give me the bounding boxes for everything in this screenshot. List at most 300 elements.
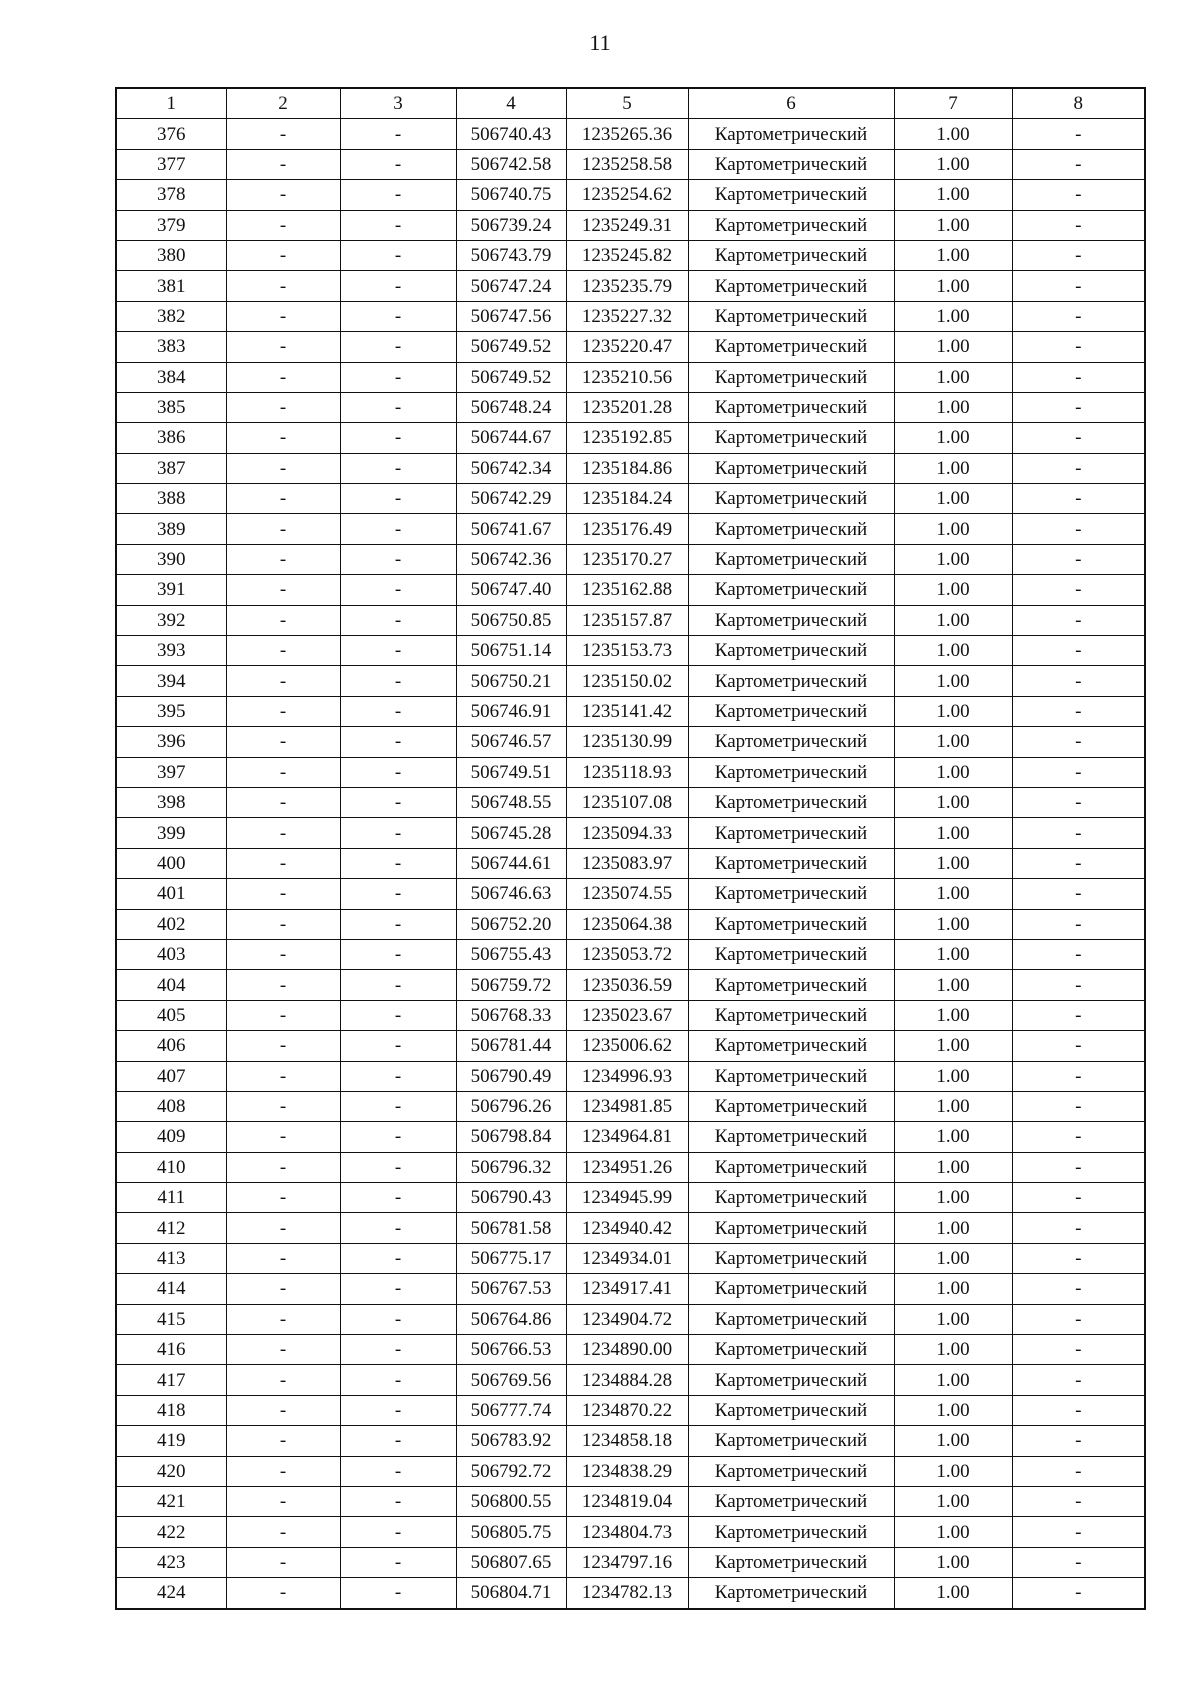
cell-point-number: 404: [116, 970, 226, 1000]
cell-precision: 1.00: [894, 332, 1012, 362]
table-row: [116, 1183, 1145, 1213]
cell-method: Картометрический: [688, 1243, 894, 1273]
cell-col-3: -: [340, 1547, 456, 1577]
cell-col-2: -: [226, 240, 340, 270]
cell-col-8: -: [1012, 423, 1145, 453]
column-header-3: 3: [340, 88, 456, 119]
cell-col-8: -: [1012, 575, 1145, 605]
cell-coord-x: 506749.52: [456, 362, 566, 392]
cell-coord-y: 1235220.47: [566, 332, 688, 362]
cell-method: Картометрический: [688, 787, 894, 817]
cell-col-8: -: [1012, 514, 1145, 544]
cell-method: Картометрический: [688, 1578, 894, 1609]
cell-col-2: -: [226, 1486, 340, 1516]
cell-coord-y: 1234884.28: [566, 1365, 688, 1395]
cell-point-number: 413: [116, 1243, 226, 1273]
cell-point-number: 399: [116, 818, 226, 848]
header-row: [116, 88, 1145, 119]
cell-coord-x: 506739.24: [456, 210, 566, 240]
cell-col-8: -: [1012, 727, 1145, 757]
cell-col-8: -: [1012, 1031, 1145, 1061]
cell-precision: 1.00: [894, 1000, 1012, 1030]
cell-coord-y: 1235249.31: [566, 210, 688, 240]
cell-col-2: -: [226, 1213, 340, 1243]
cell-coord-x: 506749.52: [456, 332, 566, 362]
cell-col-2: -: [226, 757, 340, 787]
cell-method: Картометрический: [688, 939, 894, 969]
page-number: 11: [589, 30, 611, 55]
cell-col-8: -: [1012, 879, 1145, 909]
cell-precision: 1.00: [894, 392, 1012, 422]
cell-col-8: -: [1012, 332, 1145, 362]
cell-col-3: -: [340, 1091, 456, 1121]
cell-col-3: -: [340, 1122, 456, 1152]
cell-point-number: 419: [116, 1426, 226, 1456]
cell-point-number: 376: [116, 119, 226, 149]
cell-col-2: -: [226, 1456, 340, 1486]
cell-precision: 1.00: [894, 1243, 1012, 1273]
cell-col-8: -: [1012, 1274, 1145, 1304]
cell-coord-x: 506744.61: [456, 848, 566, 878]
table-row: [116, 1426, 1145, 1456]
cell-col-8: -: [1012, 1061, 1145, 1091]
cell-method: Картометрический: [688, 1091, 894, 1121]
cell-col-3: -: [340, 423, 456, 453]
cell-precision: 1.00: [894, 301, 1012, 331]
cell-coord-y: 1234819.04: [566, 1486, 688, 1516]
table-row: [116, 544, 1145, 574]
cell-method: Картометрический: [688, 514, 894, 544]
cell-method: Картометрический: [688, 757, 894, 787]
cell-col-2: -: [226, 909, 340, 939]
cell-col-2: -: [226, 1152, 340, 1182]
cell-precision: 1.00: [894, 514, 1012, 544]
cell-method: Картометрический: [688, 575, 894, 605]
cell-coord-x: 506748.24: [456, 392, 566, 422]
cell-col-8: -: [1012, 848, 1145, 878]
cell-col-2: -: [226, 1395, 340, 1425]
cell-col-3: -: [340, 939, 456, 969]
cell-method: Картометрический: [688, 1547, 894, 1577]
cell-coord-y: 1235130.99: [566, 727, 688, 757]
cell-point-number: 386: [116, 423, 226, 453]
cell-precision: 1.00: [894, 544, 1012, 574]
cell-col-3: -: [340, 544, 456, 574]
cell-point-number: 388: [116, 484, 226, 514]
table-row: [116, 1061, 1145, 1091]
cell-method: Картометрический: [688, 727, 894, 757]
cell-coord-y: 1235254.62: [566, 180, 688, 210]
cell-col-8: -: [1012, 1486, 1145, 1516]
cell-col-3: -: [340, 119, 456, 149]
table-header: [116, 88, 1145, 119]
cell-col-2: -: [226, 1183, 340, 1213]
cell-coord-y: 1234964.81: [566, 1122, 688, 1152]
cell-coord-y: 1235170.27: [566, 544, 688, 574]
cell-col-3: -: [340, 727, 456, 757]
cell-point-number: 415: [116, 1304, 226, 1334]
cell-coord-y: 1235083.97: [566, 848, 688, 878]
table-row: [116, 787, 1145, 817]
cell-method: Картометрический: [688, 1031, 894, 1061]
cell-col-3: -: [340, 362, 456, 392]
cell-col-2: -: [226, 210, 340, 240]
cell-precision: 1.00: [894, 362, 1012, 392]
cell-col-2: -: [226, 1578, 340, 1609]
table-row: [116, 1000, 1145, 1030]
cell-col-2: -: [226, 149, 340, 179]
cell-coord-y: 1235162.88: [566, 575, 688, 605]
cell-coord-x: 506796.26: [456, 1091, 566, 1121]
cell-coord-x: 506790.43: [456, 1183, 566, 1213]
cell-col-3: -: [340, 666, 456, 696]
cell-col-3: -: [340, 514, 456, 544]
cell-col-8: -: [1012, 210, 1145, 240]
cell-coord-x: 506792.72: [456, 1456, 566, 1486]
column-header-8: 8: [1012, 88, 1145, 119]
cell-method: Картометрический: [688, 1365, 894, 1395]
cell-col-2: -: [226, 1426, 340, 1456]
cell-precision: 1.00: [894, 1061, 1012, 1091]
cell-coord-x: 506742.36: [456, 544, 566, 574]
cell-coord-x: 506781.44: [456, 1031, 566, 1061]
table-row: [116, 301, 1145, 331]
cell-point-number: 417: [116, 1365, 226, 1395]
cell-precision: 1.00: [894, 1547, 1012, 1577]
cell-coord-y: 1234917.41: [566, 1274, 688, 1304]
table-row: [116, 909, 1145, 939]
table-row: [116, 1274, 1145, 1304]
cell-method: Картометрический: [688, 149, 894, 179]
cell-col-3: -: [340, 1365, 456, 1395]
cell-precision: 1.00: [894, 1486, 1012, 1516]
cell-coord-x: 506767.53: [456, 1274, 566, 1304]
cell-col-3: -: [340, 605, 456, 635]
cell-precision: 1.00: [894, 180, 1012, 210]
cell-coord-x: 506746.63: [456, 879, 566, 909]
cell-coord-x: 506742.58: [456, 149, 566, 179]
cell-coord-y: 1235107.08: [566, 787, 688, 817]
cell-precision: 1.00: [894, 1365, 1012, 1395]
table-row: [116, 757, 1145, 787]
cell-col-8: -: [1012, 757, 1145, 787]
cell-method: Картометрический: [688, 301, 894, 331]
cell-col-3: -: [340, 240, 456, 270]
cell-precision: 1.00: [894, 696, 1012, 726]
cell-precision: 1.00: [894, 848, 1012, 878]
cell-method: Картометрический: [688, 210, 894, 240]
cell-col-2: -: [226, 1061, 340, 1091]
cell-col-2: -: [226, 970, 340, 1000]
cell-col-8: -: [1012, 484, 1145, 514]
table-row: [116, 1122, 1145, 1152]
cell-coord-y: 1234951.26: [566, 1152, 688, 1182]
cell-coord-x: 506755.43: [456, 939, 566, 969]
cell-precision: 1.00: [894, 1395, 1012, 1425]
cell-method: Картометрический: [688, 1517, 894, 1547]
cell-col-3: -: [340, 332, 456, 362]
cell-precision: 1.00: [894, 119, 1012, 149]
cell-col-3: -: [340, 970, 456, 1000]
cell-method: Картометрический: [688, 240, 894, 270]
cell-col-3: -: [340, 453, 456, 483]
cell-coord-x: 506747.56: [456, 301, 566, 331]
table-row: [116, 484, 1145, 514]
cell-col-2: -: [226, 271, 340, 301]
cell-col-8: -: [1012, 1517, 1145, 1547]
cell-point-number: 379: [116, 210, 226, 240]
cell-coord-x: 506777.74: [456, 1395, 566, 1425]
cell-point-number: 416: [116, 1335, 226, 1365]
cell-col-3: -: [340, 210, 456, 240]
cell-coord-y: 1235265.36: [566, 119, 688, 149]
cell-precision: 1.00: [894, 727, 1012, 757]
cell-precision: 1.00: [894, 666, 1012, 696]
cell-col-8: -: [1012, 1243, 1145, 1273]
cell-col-3: -: [340, 1486, 456, 1516]
cell-point-number: 400: [116, 848, 226, 878]
cell-method: Картометрический: [688, 1213, 894, 1243]
cell-coord-y: 1235258.58: [566, 149, 688, 179]
cell-coord-x: 506798.84: [456, 1122, 566, 1152]
cell-col-3: -: [340, 1213, 456, 1243]
table-row: [116, 727, 1145, 757]
cell-col-2: -: [226, 848, 340, 878]
cell-col-3: -: [340, 301, 456, 331]
table-row: [116, 1517, 1145, 1547]
cell-coord-y: 1234797.16: [566, 1547, 688, 1577]
cell-coord-x: 506805.75: [456, 1517, 566, 1547]
cell-col-2: -: [226, 1365, 340, 1395]
table-row: [116, 149, 1145, 179]
cell-col-3: -: [340, 271, 456, 301]
cell-method: Картометрический: [688, 1304, 894, 1334]
cell-col-2: -: [226, 180, 340, 210]
cell-col-8: -: [1012, 544, 1145, 574]
cell-col-8: -: [1012, 1456, 1145, 1486]
column-header-6: 6: [688, 88, 894, 119]
cell-col-2: -: [226, 787, 340, 817]
cell-coord-y: 1235074.55: [566, 879, 688, 909]
cell-point-number: 411: [116, 1183, 226, 1213]
cell-col-3: -: [340, 1152, 456, 1182]
table-row: [116, 970, 1145, 1000]
cell-coord-y: 1235184.24: [566, 484, 688, 514]
cell-col-8: -: [1012, 362, 1145, 392]
cell-precision: 1.00: [894, 1578, 1012, 1609]
cell-coord-x: 506783.92: [456, 1426, 566, 1456]
column-header-5: 5: [566, 88, 688, 119]
cell-method: Картометрический: [688, 848, 894, 878]
cell-col-2: -: [226, 605, 340, 635]
cell-precision: 1.00: [894, 1152, 1012, 1182]
cell-col-8: -: [1012, 1213, 1145, 1243]
cell-method: Картометрический: [688, 1183, 894, 1213]
cell-coord-y: 1235150.02: [566, 666, 688, 696]
cell-point-number: 420: [116, 1456, 226, 1486]
cell-col-8: -: [1012, 1152, 1145, 1182]
cell-col-2: -: [226, 514, 340, 544]
cell-col-8: -: [1012, 1000, 1145, 1030]
cell-precision: 1.00: [894, 453, 1012, 483]
cell-col-8: -: [1012, 939, 1145, 969]
cell-col-2: -: [226, 939, 340, 969]
cell-coord-x: 506744.67: [456, 423, 566, 453]
cell-col-8: -: [1012, 1365, 1145, 1395]
cell-precision: 1.00: [894, 423, 1012, 453]
cell-coord-y: 1235235.79: [566, 271, 688, 301]
table-row: [116, 423, 1145, 453]
cell-col-8: -: [1012, 1547, 1145, 1577]
cell-coord-y: 1235176.49: [566, 514, 688, 544]
cell-col-3: -: [340, 1578, 456, 1609]
table-row: [116, 1365, 1145, 1395]
cell-col-3: -: [340, 909, 456, 939]
cell-method: Картометрический: [688, 271, 894, 301]
cell-coord-x: 506800.55: [456, 1486, 566, 1516]
cell-method: Картометрический: [688, 1152, 894, 1182]
cell-precision: 1.00: [894, 1122, 1012, 1152]
cell-col-3: -: [340, 1000, 456, 1030]
table-row: [116, 180, 1145, 210]
cell-col-8: -: [1012, 636, 1145, 666]
cell-coord-y: 1234945.99: [566, 1183, 688, 1213]
cell-point-number: 407: [116, 1061, 226, 1091]
cell-coord-y: 1235053.72: [566, 939, 688, 969]
cell-coord-y: 1235118.93: [566, 757, 688, 787]
table-row: [116, 939, 1145, 969]
cell-point-number: 398: [116, 787, 226, 817]
table-row: [116, 392, 1145, 422]
cell-col-3: -: [340, 180, 456, 210]
cell-coord-x: 506775.17: [456, 1243, 566, 1273]
cell-method: Картометрический: [688, 666, 894, 696]
cell-precision: 1.00: [894, 1091, 1012, 1121]
cell-method: Картометрический: [688, 423, 894, 453]
cell-col-3: -: [340, 1274, 456, 1304]
cell-coord-x: 506750.21: [456, 666, 566, 696]
cell-coord-x: 506746.91: [456, 696, 566, 726]
cell-method: Картометрический: [688, 362, 894, 392]
cell-coord-y: 1235157.87: [566, 605, 688, 635]
cell-col-8: -: [1012, 180, 1145, 210]
cell-method: Картометрический: [688, 180, 894, 210]
cell-point-number: 423: [116, 1547, 226, 1577]
table-row: [116, 1486, 1145, 1516]
cell-coord-x: 506749.51: [456, 757, 566, 787]
cell-precision: 1.00: [894, 909, 1012, 939]
cell-coord-x: 506742.29: [456, 484, 566, 514]
cell-method: Картометрический: [688, 879, 894, 909]
cell-col-8: -: [1012, 1183, 1145, 1213]
cell-method: Картометрический: [688, 392, 894, 422]
cell-col-3: -: [340, 1517, 456, 1547]
cell-coord-y: 1235094.33: [566, 818, 688, 848]
cell-method: Картометрический: [688, 1456, 894, 1486]
cell-point-number: 381: [116, 271, 226, 301]
cell-method: Картометрический: [688, 119, 894, 149]
cell-col-8: -: [1012, 240, 1145, 270]
cell-col-3: -: [340, 757, 456, 787]
cell-coord-y: 1235064.38: [566, 909, 688, 939]
cell-precision: 1.00: [894, 1456, 1012, 1486]
cell-coord-y: 1234870.22: [566, 1395, 688, 1425]
cell-coord-x: 506743.79: [456, 240, 566, 270]
cell-col-3: -: [340, 1031, 456, 1061]
cell-col-2: -: [226, 1335, 340, 1365]
cell-col-2: -: [226, 1274, 340, 1304]
cell-point-number: 424: [116, 1578, 226, 1609]
cell-point-number: 397: [116, 757, 226, 787]
cell-point-number: 405: [116, 1000, 226, 1030]
cell-coord-y: 1235023.67: [566, 1000, 688, 1030]
cell-coord-x: 506741.67: [456, 514, 566, 544]
cell-coord-y: 1235192.85: [566, 423, 688, 453]
cell-col-8: -: [1012, 119, 1145, 149]
cell-col-8: -: [1012, 696, 1145, 726]
cell-coord-y: 1235227.32: [566, 301, 688, 331]
cell-point-number: 391: [116, 575, 226, 605]
cell-method: Картометрический: [688, 484, 894, 514]
cell-col-8: -: [1012, 1091, 1145, 1121]
cell-coord-x: 506742.34: [456, 453, 566, 483]
cell-method: Картометрический: [688, 605, 894, 635]
cell-precision: 1.00: [894, 575, 1012, 605]
cell-point-number: 392: [116, 605, 226, 635]
cell-col-8: -: [1012, 301, 1145, 331]
table-row: [116, 696, 1145, 726]
cell-precision: 1.00: [894, 1304, 1012, 1334]
cell-col-2: -: [226, 119, 340, 149]
cell-coord-y: 1234981.85: [566, 1091, 688, 1121]
table-row: [116, 636, 1145, 666]
cell-method: Картометрический: [688, 544, 894, 574]
cell-coord-x: 506748.55: [456, 787, 566, 817]
cell-coord-y: 1235245.82: [566, 240, 688, 270]
cell-method: Картометрический: [688, 1426, 894, 1456]
cell-col-2: -: [226, 575, 340, 605]
cell-precision: 1.00: [894, 1031, 1012, 1061]
cell-point-number: 421: [116, 1486, 226, 1516]
cell-method: Картометрический: [688, 636, 894, 666]
cell-point-number: 377: [116, 149, 226, 179]
table-row: [116, 1578, 1145, 1609]
cell-coord-x: 506764.86: [456, 1304, 566, 1334]
cell-col-2: -: [226, 727, 340, 757]
cell-point-number: 389: [116, 514, 226, 544]
cell-col-2: -: [226, 1000, 340, 1030]
cell-point-number: 412: [116, 1213, 226, 1243]
cell-coord-x: 506740.75: [456, 180, 566, 210]
cell-col-2: -: [226, 453, 340, 483]
table-row: [116, 271, 1145, 301]
cell-precision: 1.00: [894, 970, 1012, 1000]
cell-col-2: -: [226, 1122, 340, 1152]
table-row: [116, 1152, 1145, 1182]
cell-coord-x: 506769.56: [456, 1365, 566, 1395]
cell-coord-y: 1234996.93: [566, 1061, 688, 1091]
cell-coord-y: 1235210.56: [566, 362, 688, 392]
cell-col-3: -: [340, 1304, 456, 1334]
cell-point-number: 403: [116, 939, 226, 969]
cell-col-8: -: [1012, 970, 1145, 1000]
cell-col-2: -: [226, 818, 340, 848]
cell-method: Картометрический: [688, 1000, 894, 1030]
cell-point-number: 382: [116, 301, 226, 331]
cell-coord-x: 506790.49: [456, 1061, 566, 1091]
cell-col-8: -: [1012, 453, 1145, 483]
cell-coord-y: 1235201.28: [566, 392, 688, 422]
